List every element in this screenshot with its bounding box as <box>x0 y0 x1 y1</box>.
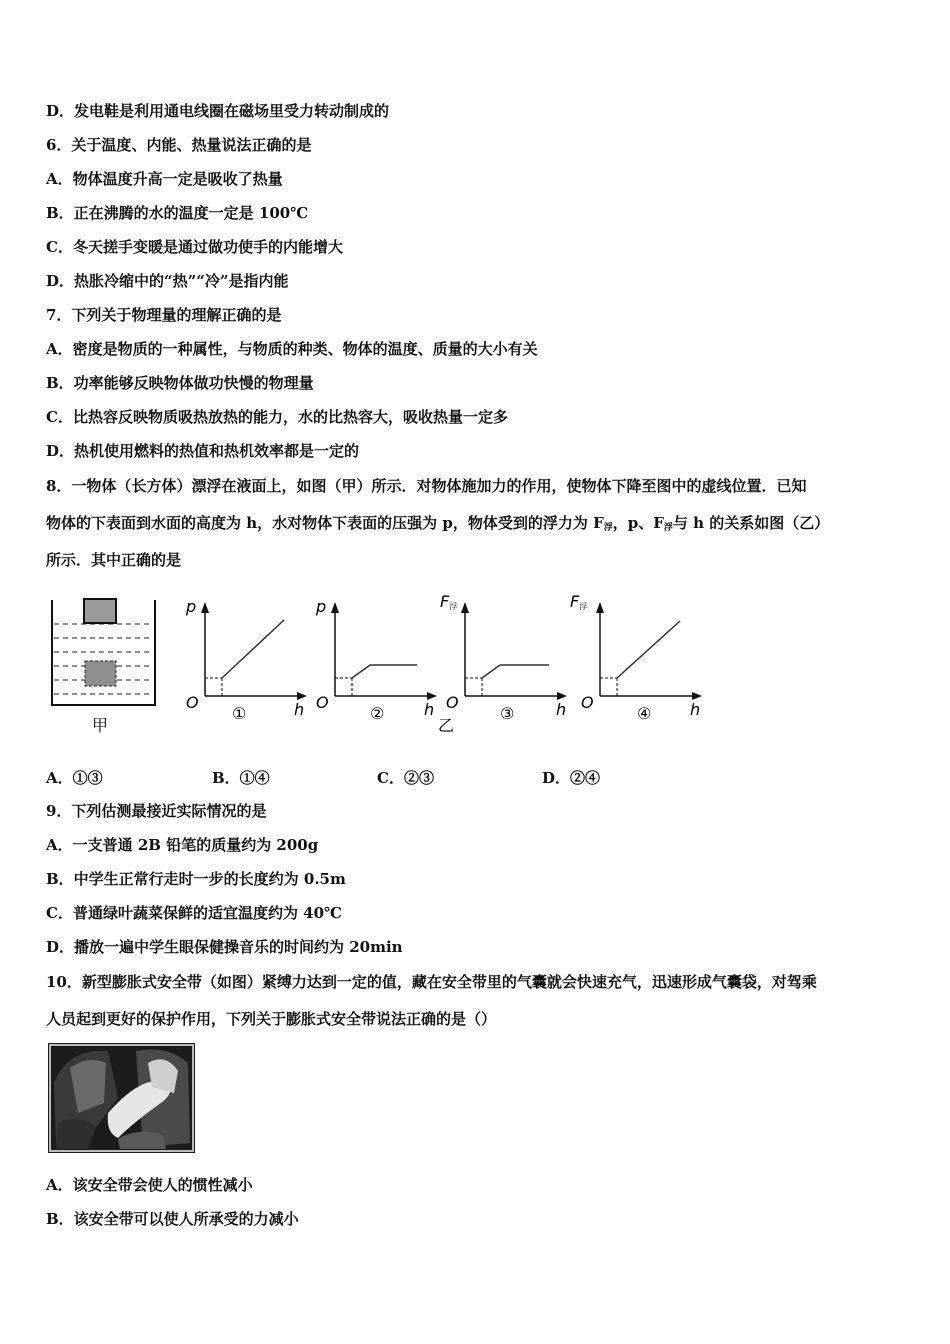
graph-3 <box>440 592 567 723</box>
axis-f-sub-4: 浮 <box>579 602 588 611</box>
q8-option-a: A．①③ <box>46 769 103 787</box>
axis-h-1: h <box>294 700 305 719</box>
q10-option-a: A．该安全带会使人的惯性减小 <box>46 1176 253 1194</box>
axis-f-letter-4: F <box>570 592 580 611</box>
q7-option-a: A．密度是物质的一种属性，与物质的种类、物体的温度、质量的大小有关 <box>46 340 538 358</box>
subscript-fu-1: 浮 <box>603 523 613 533</box>
axis-f-sub-3: 浮 <box>449 602 458 611</box>
q8-stem-part-b: ，p、F <box>612 514 664 532</box>
axis-p-1: p <box>186 597 197 616</box>
q7-option-b: B．功率能够反映物体做功快慢的物理量 <box>46 374 314 392</box>
q10-stem-line2: 人员起到更好的保护作用，下列关于膨胀式安全带说法正确的是（） <box>46 1010 497 1028</box>
axis-f-3 <box>440 592 457 611</box>
q8-stem-line2 <box>46 513 829 538</box>
axis-h-3: h <box>556 700 567 719</box>
q10-stem-line1: 10．新型膨胀式安全带（如图）紧缚力达到一定的值，藏在安全带里的气囊就会快速充气，迅速形成气囊袋，对驾乘 <box>46 973 817 991</box>
q9-option-c: C．普通绿叶蔬菜保鲜的适宜温度约为 40℃ <box>46 904 343 922</box>
q8-figure <box>40 588 720 743</box>
q8-option-c: C．②③ <box>377 769 434 787</box>
axis-h-4: h <box>690 700 701 719</box>
graph-1 <box>185 597 307 723</box>
q7-stem: 7．下列关于物理量的理解正确的是 <box>46 306 282 324</box>
q9-option-b: B．中学生正常行走时一步的长度约为 0.5m <box>46 870 346 888</box>
q6-option-d: D．热胀冷缩中的“热”“冷”是指内能 <box>46 272 289 290</box>
graph-2 <box>315 597 437 723</box>
q9-stem: 9．下列估测最接近实际情况的是 <box>46 802 267 820</box>
q6-option-a: A．物体温度升高一定是吸收了热量 <box>46 170 283 188</box>
q6-option-b: B．正在沸腾的水的温度一定是 100℃ <box>46 204 309 222</box>
q9-option-d: D．播放一遍中学生眼保健操音乐的时间约为 20min <box>46 938 403 956</box>
submerged-block <box>85 661 116 686</box>
q8-option-d: D．②④ <box>542 769 601 787</box>
seatbelt-photo <box>48 1043 195 1153</box>
q8-stem-part-c: 与 h 的关系如图（乙） <box>672 514 830 532</box>
graph-4 <box>570 592 702 723</box>
q8-stem-line1: 8．一物体（长方体）漂浮在液面上，如图（甲）所示．对物体施加力的作用，使物体下降至图中的虚线位置．已知 <box>46 477 807 495</box>
q10-option-b: B．该安全带可以使人所承受的力减小 <box>46 1210 299 1228</box>
q5-option-d: D．发电鞋是利用通电线圈在磁场里受力转动制成的 <box>46 102 390 120</box>
label-yi: 乙 <box>438 716 455 735</box>
origin-1: O <box>186 693 199 712</box>
q8-stem-part-a: 物体的下表面到水面的高度为 h，水对物体下表面的压强为 p，物体受到的浮力为 F <box>46 514 604 532</box>
label-jia: 甲 <box>92 716 109 735</box>
axis-f-letter-3: F <box>440 592 450 611</box>
q9-option-a: A．一支普通 2B 铅笔的质量约为 200g <box>46 836 319 854</box>
graph-label-3: ③ <box>500 704 515 723</box>
container-jia <box>52 599 155 705</box>
q6-stem: 6．关于温度、内能、热量说法正确的是 <box>46 136 312 154</box>
q7-option-d: D．热机使用燃料的热值和热机效率都是一定的 <box>46 442 360 460</box>
q7-option-c: C．比热容反映物质吸热放热的能力，水的比热容大，吸收热量一定多 <box>46 408 508 426</box>
axis-f-4 <box>570 592 587 611</box>
origin-2: O <box>316 693 329 712</box>
graph-label-1: ① <box>232 704 247 723</box>
graph-label-4: ④ <box>637 704 652 723</box>
origin-4: O <box>581 693 594 712</box>
origin-3: O <box>446 693 459 712</box>
floating-block <box>84 599 116 623</box>
q6-option-c: C．冬天搓手变暖是通过做功使手的内能增大 <box>46 238 343 256</box>
axis-h-2: h <box>424 700 435 719</box>
q8-stem-line3: 所示．其中正确的是 <box>46 551 182 569</box>
subscript-fu-2: 浮 <box>663 523 673 533</box>
axis-p-2: p <box>316 597 327 616</box>
graph-label-2: ② <box>370 704 385 723</box>
q8-option-b: B．①④ <box>212 769 270 787</box>
